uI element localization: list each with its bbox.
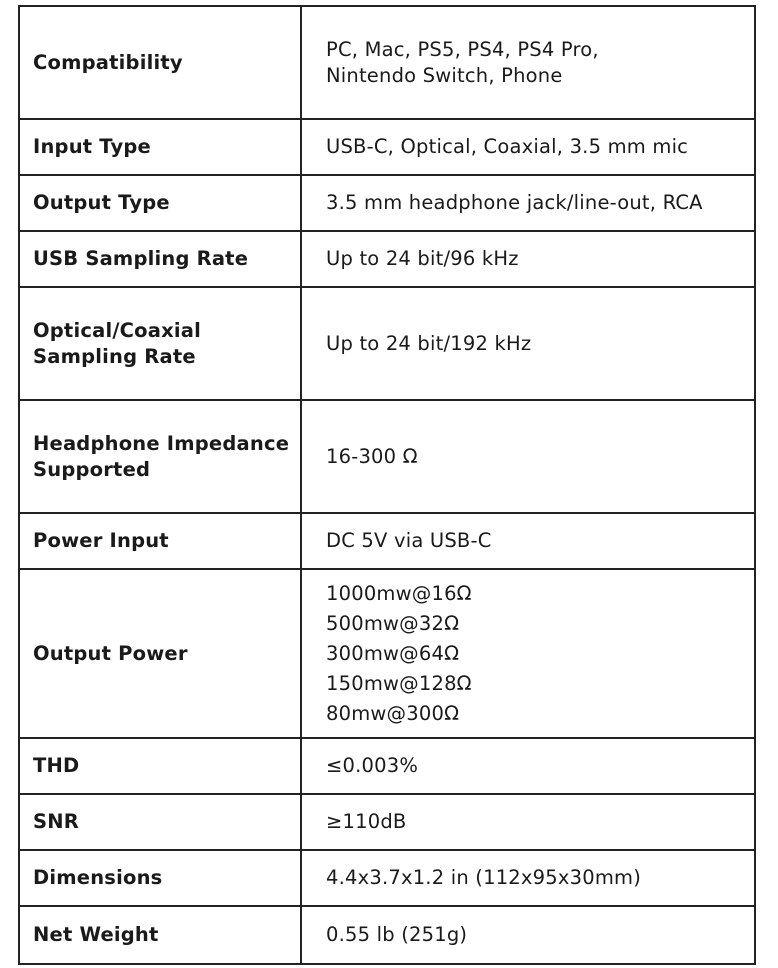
spec-row-output-power (19, 569, 755, 738)
spec-label-line: Power Input (33, 529, 169, 552)
spec-table (18, 5, 756, 965)
spec-label (19, 738, 301, 794)
spec-value-line: 80mw@300Ω (326, 701, 460, 725)
spec-value-line: ≤0.003% (326, 754, 419, 777)
spec-label-line: Net Weight (33, 923, 159, 946)
spec-value (301, 6, 755, 119)
spec-label-line: Sampling Rate (33, 344, 196, 368)
spec-label (19, 6, 301, 119)
spec-label (19, 850, 301, 906)
spec-value (301, 513, 755, 569)
spec-label-line: THD (33, 754, 80, 777)
spec-row-output-type (19, 175, 755, 231)
spec-value-line: Up to 24 bit/192 kHz (326, 331, 532, 355)
spec-value (301, 738, 755, 794)
spec-label-line: Compatibility (33, 50, 183, 74)
spec-row-optical-coaxial-sampling-rate (19, 287, 755, 400)
spec-label (19, 231, 301, 287)
spec-value (301, 794, 755, 850)
spec-label (19, 569, 301, 738)
spec-value-line: ≥110dB (326, 810, 407, 833)
spec-label (19, 513, 301, 569)
spec-value-line: 0.55 lb (251g) (326, 923, 468, 946)
spec-row-net-weight (19, 906, 755, 964)
spec-value (301, 400, 755, 513)
spec-value-line: 4.4x3.7x1.2 in (112x95x30mm) (326, 866, 642, 889)
spec-value-line: 300mw@64Ω (326, 641, 460, 665)
spec-row-input-type (19, 119, 755, 175)
spec-value (301, 569, 755, 738)
spec-label-line: Dimensions (33, 866, 163, 889)
spec-row-snr (19, 794, 755, 850)
spec-value-line: 500mw@32Ω (326, 611, 460, 635)
spec-value-line: 1000mw@16Ω (326, 581, 472, 605)
spec-value-line: Nintendo Switch, Phone (326, 63, 563, 87)
spec-label-line: Optical/Coaxial (33, 318, 202, 342)
spec-value (301, 231, 755, 287)
spec-row-thd (19, 738, 755, 794)
spec-value-line: DC 5V via USB-C (326, 529, 492, 552)
spec-value-line: USB-C, Optical, Coaxial, 3.5 mm mic (326, 135, 689, 158)
spec-label-line: Input Type (33, 135, 151, 158)
spec-label-line: SNR (33, 810, 79, 833)
spec-row-power-input (19, 513, 755, 569)
spec-label (19, 287, 301, 400)
spec-value-line: 150mw@128Ω (326, 671, 472, 695)
spec-label-line: Supported (33, 457, 151, 481)
spec-value-line: 3.5 mm headphone jack/line-out, RCA (326, 191, 703, 214)
spec-label-line: USB Sampling Rate (33, 247, 249, 270)
spec-value-line: 16-300 Ω (326, 444, 418, 468)
spec-value (301, 287, 755, 400)
spec-label (19, 175, 301, 231)
spec-label-line: Output Power (33, 641, 188, 665)
spec-value (301, 850, 755, 906)
spec-label-line: Headphone Impedance (33, 431, 290, 455)
spec-label (19, 400, 301, 513)
spec-label (19, 906, 301, 964)
spec-row-usb-sampling-rate (19, 231, 755, 287)
spec-label-line: Output Type (33, 191, 170, 214)
spec-row-dimensions (19, 850, 755, 906)
spec-label (19, 119, 301, 175)
spec-value (301, 906, 755, 964)
spec-value (301, 119, 755, 175)
spec-value-line: Up to 24 bit/96 kHz (326, 247, 519, 270)
spec-value-line: PC, Mac, PS5, PS4, PS4 Pro, (326, 37, 599, 61)
spec-value (301, 175, 755, 231)
spec-row-headphone-impedance (19, 400, 755, 513)
spec-row-compatibility (19, 6, 755, 119)
spec-label (19, 794, 301, 850)
